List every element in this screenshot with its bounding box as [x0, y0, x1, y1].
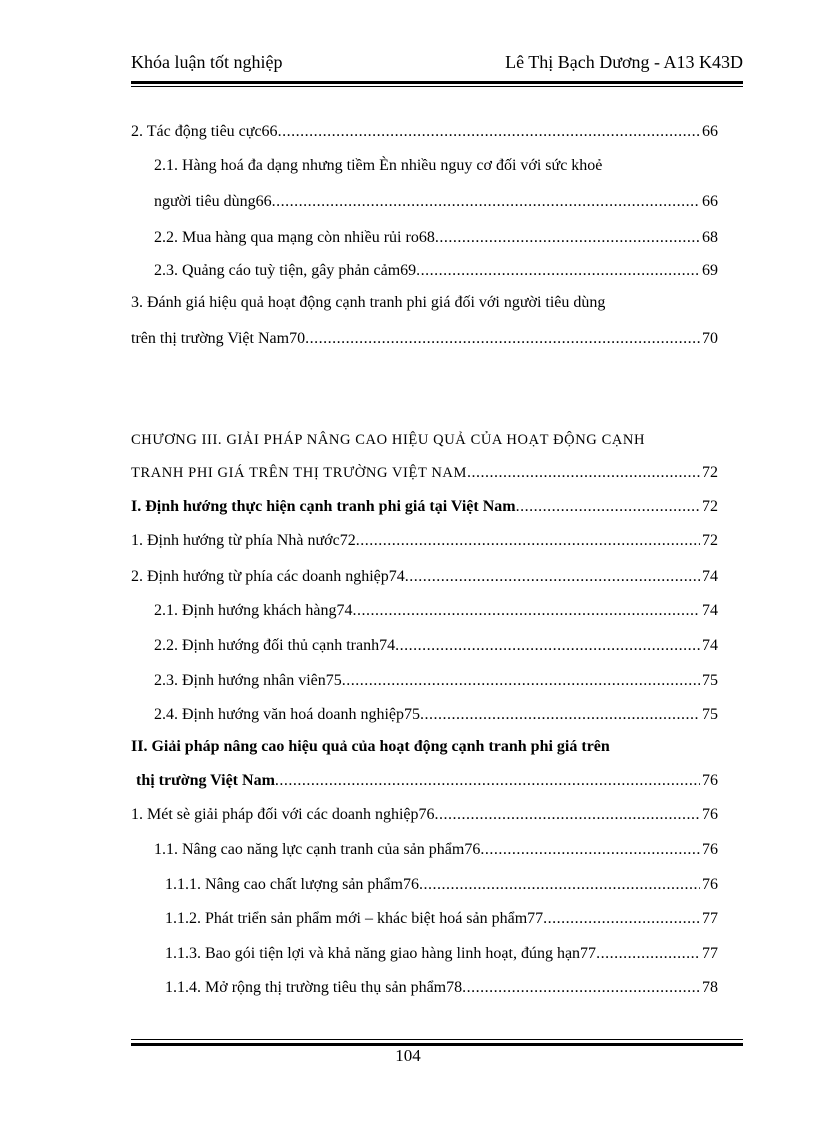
toc-entry-title: I. Định hướng thực hiện cạnh tranh phi giá tại Việt Nam	[131, 498, 516, 515]
toc-entry[interactable]	[131, 326, 718, 352]
toc-entry-page: 74	[702, 637, 718, 654]
toc-entry-page: 69	[702, 262, 718, 279]
toc-entry[interactable]	[154, 598, 718, 624]
toc-entry-title: thị trường Việt Nam	[136, 772, 275, 789]
toc-entry-page: 74	[702, 602, 718, 619]
toc-entry[interactable]	[154, 225, 718, 251]
toc-leader-dots	[275, 768, 700, 794]
toc-leader-dots	[462, 975, 700, 1001]
toc-section-line1: II. Giải pháp nâng cao hiệu quả của hoạt động cạnh tranh phi giá trên	[131, 738, 610, 755]
toc-entry-page: 72	[702, 532, 718, 549]
toc-leader-dots	[480, 837, 700, 863]
toc-entry-title: 1. Mét sè giải pháp đối với các doanh nghiệp76	[131, 806, 435, 823]
header-rule-thick	[131, 81, 743, 84]
toc-entry-page: 76	[702, 841, 718, 858]
toc-entry[interactable]	[154, 258, 718, 284]
toc-entry-page: 74	[702, 568, 718, 585]
toc-entry-line1: 3. Đánh giá hiệu quả hoạt động cạnh tranh phi giá đối với người tiêu dùng	[131, 294, 606, 311]
toc-entry[interactable]	[154, 837, 718, 863]
toc-entry-title: 2. Tác động tiêu cực66	[131, 123, 278, 140]
toc-entry-page: 75	[702, 706, 718, 723]
toc-entry-page: 66	[702, 123, 718, 140]
toc-entry-page: 76	[702, 876, 718, 893]
toc-entry[interactable]	[131, 802, 718, 828]
toc-leader-dots	[305, 326, 700, 352]
toc-leader-dots	[405, 564, 700, 590]
toc-entry-title: 2.2. Định hướng đối thủ cạnh tranh74	[154, 637, 396, 654]
toc-entry-page: 77	[702, 910, 718, 927]
header-rule-thin	[131, 86, 743, 87]
toc-leader-dots	[516, 494, 700, 520]
toc-entry-page: 77	[702, 945, 718, 962]
toc-entry-title: 2.2. Mua hàng qua mạng còn nhiều rủi ro68	[154, 229, 435, 246]
toc-entry[interactable]	[165, 941, 718, 967]
toc-leader-dots	[342, 668, 700, 694]
toc-entry[interactable]	[154, 668, 718, 694]
toc-entry-title: trên thị trường Việt Nam70	[131, 330, 306, 347]
toc-entry-title: TRANH PHI GIÁ TRÊN THỊ TRƯỜNG VIỆT NAM	[131, 465, 468, 481]
toc-section-entry[interactable]	[131, 494, 718, 520]
toc-entry-page: 72	[702, 464, 718, 481]
toc-leader-dots	[420, 702, 700, 728]
toc-leader-dots	[419, 872, 700, 898]
toc-leader-dots	[416, 258, 700, 284]
toc-entry-page: 76	[702, 806, 718, 823]
toc-entry-title: 2. Định hướng từ phía các doanh nghiệp74	[131, 568, 405, 585]
toc-entry-title: người tiêu dùng66	[154, 193, 272, 210]
toc-entry-title: 1.1.3. Bao gói tiện lợi và khả năng giao hàng linh hoạt, đúng hạn77	[165, 945, 597, 962]
toc-entry-title: 1.1.4. Mở rộng thị trường tiêu thụ sản phẩm78	[165, 979, 463, 996]
toc-leader-dots	[278, 119, 700, 145]
toc-entry-title: 1.1.2. Phát triển sản phẩm mới – khác biệt hoá sản phẩm77	[165, 910, 544, 927]
toc-leader-dots	[543, 906, 700, 932]
toc-entry-title: 2.3. Quảng cáo tuỳ tiện, gây phản cảm69	[154, 262, 417, 279]
toc-entry-page: 75	[702, 672, 718, 689]
footer-rule-thin	[131, 1039, 743, 1040]
page-header	[131, 50, 743, 80]
toc-entry-title: 1.1.1. Nâng cao chất lượng sản phẩm76	[165, 876, 419, 893]
toc-entry-page: 68	[702, 229, 718, 246]
toc-section-entry[interactable]	[136, 768, 718, 794]
toc-entry-page: 78	[702, 979, 718, 996]
toc-entry-title: 1.1. Nâng cao năng lực cạnh tranh của sản phẩm76	[154, 841, 481, 858]
toc-entry[interactable]	[154, 633, 718, 659]
toc-entry-title: 2.3. Định hướng nhân viên75	[154, 672, 342, 689]
toc-entry[interactable]	[154, 702, 718, 728]
chapter-heading-line1: CHƯƠNG III. GIẢI PHÁP NÂNG CAO HIỆU QUẢ CỦA HOẠT ĐỘNG CẠNH	[131, 432, 646, 448]
toc-entry-page: 76	[702, 772, 718, 789]
toc-entry[interactable]	[131, 528, 718, 554]
toc-leader-dots	[356, 528, 700, 554]
toc-leader-dots	[435, 225, 700, 251]
toc-entry-title: 2.4. Định hướng văn hoá doanh nghiệp75	[154, 706, 420, 723]
toc-leader-dots	[352, 598, 700, 624]
toc-chapter-entry[interactable]	[131, 460, 718, 486]
toc-entry-page: 72	[702, 498, 718, 515]
toc-entry-page: 66	[702, 193, 718, 210]
toc-entry[interactable]	[165, 975, 718, 1001]
toc-leader-dots	[395, 633, 700, 659]
toc-leader-dots	[435, 802, 701, 828]
toc-entry[interactable]	[154, 189, 718, 215]
toc-entry[interactable]	[165, 906, 718, 932]
toc-entry[interactable]	[165, 872, 718, 898]
toc-entry-title: 2.1. Định hướng khách hàng74	[154, 602, 353, 619]
toc-leader-dots	[272, 189, 700, 215]
toc-leader-dots	[467, 460, 700, 486]
toc-entry-title: 1. Định hướng từ phía Nhà nước72	[131, 532, 356, 549]
toc-entry[interactable]	[131, 119, 718, 145]
toc-entry-line1: 2.1. Hàng hoá đa dạng nhưng tiềm Èn nhiều nguy cơ đối với sức khoẻ	[154, 157, 603, 174]
toc-entry-page: 70	[702, 330, 718, 347]
toc-leader-dots	[596, 941, 700, 967]
page-number: 104	[395, 1046, 421, 1065]
header-right-author: Lê Thị Bạch Dương - A13 K43D	[505, 52, 743, 72]
toc-entry[interactable]	[131, 564, 718, 590]
header-left-title: Khóa luận tốt nghiệp	[131, 52, 283, 72]
